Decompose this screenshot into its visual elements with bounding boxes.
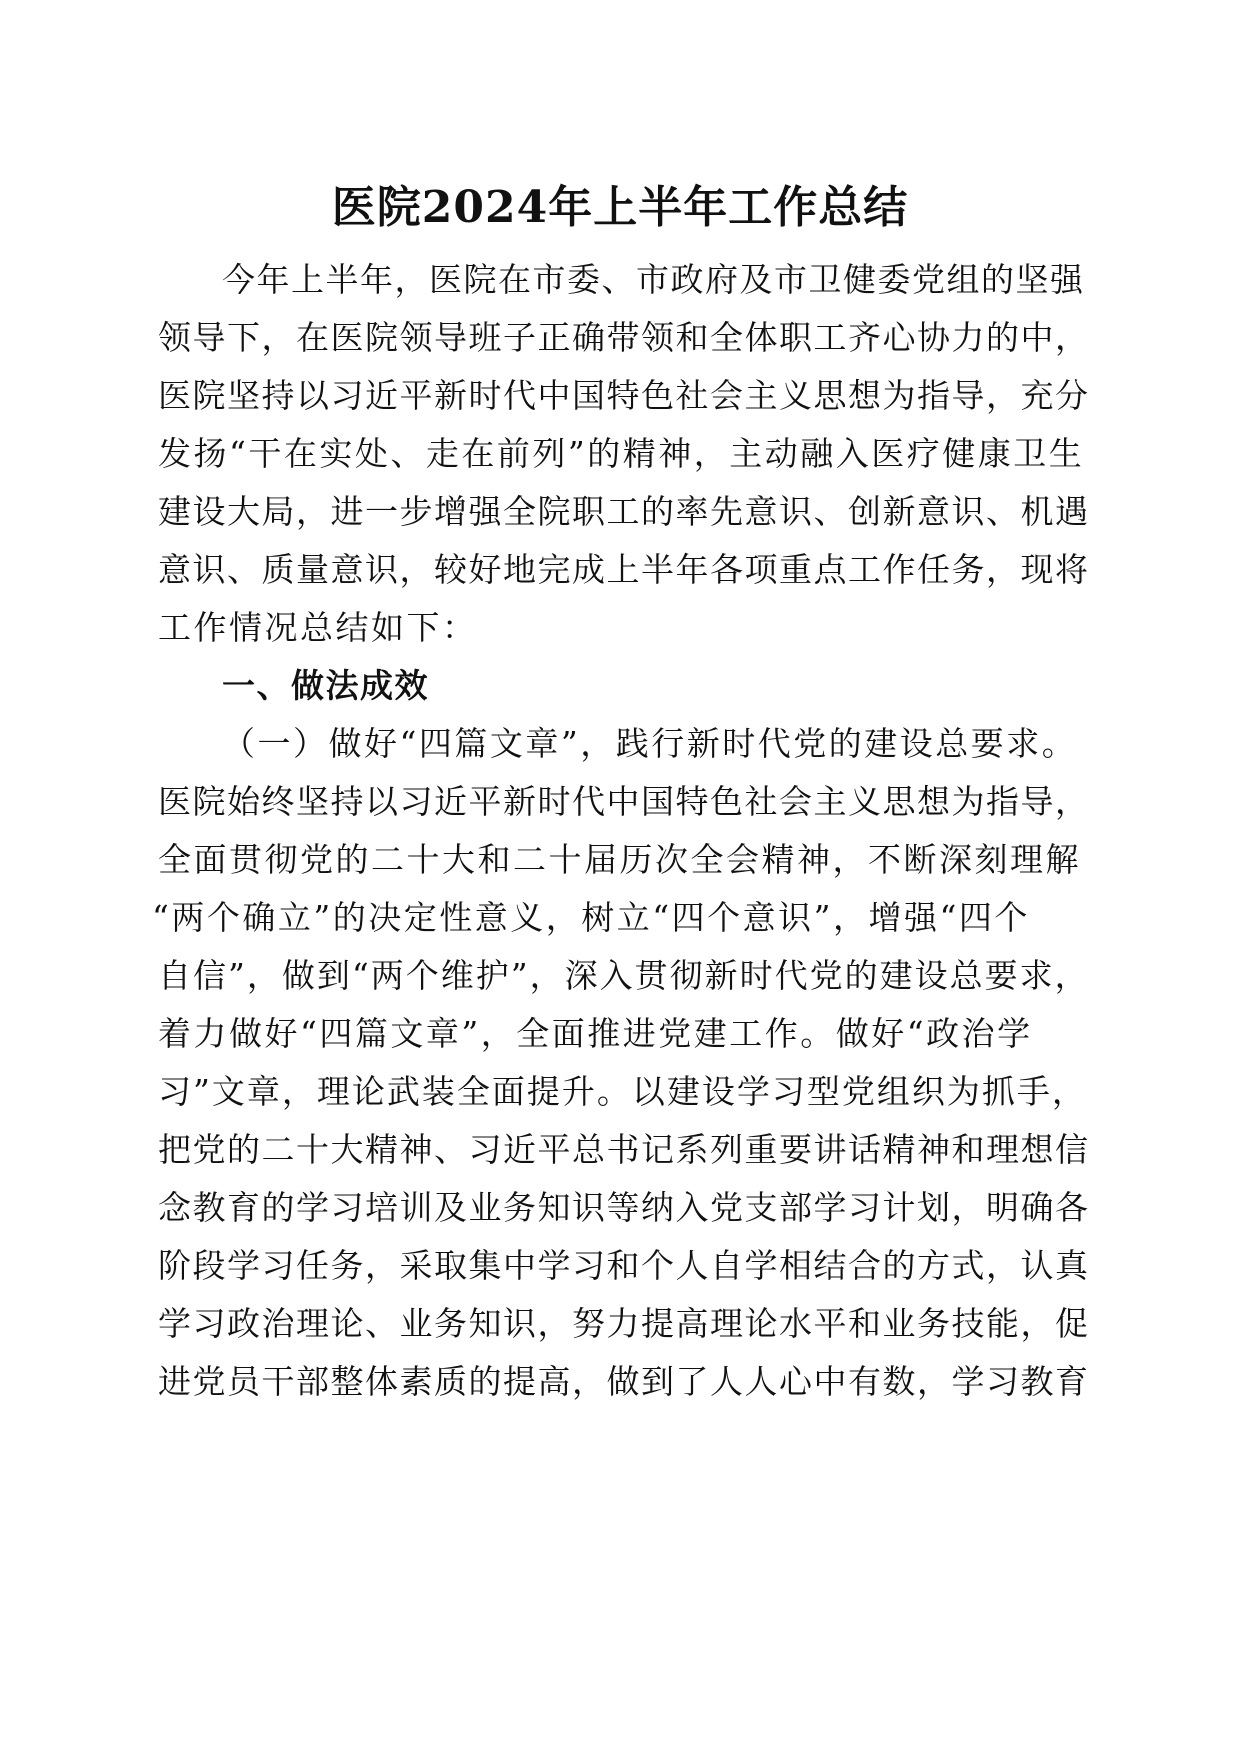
body-line: 自信”，做到“两个维护”，深入贯彻新时代党的建设总要求，	[158, 956, 1090, 995]
body-line: 进党员干部整体素质的提高，做到了人人心中有数，学习教育	[158, 1362, 1090, 1401]
intro-line: 今年上半年，医院在市委、市政府及市卫健委党组的坚强	[222, 260, 1085, 299]
intro-line: 意识、质量意识，较好地完成上半年各项重点工作任务，现将	[158, 550, 1090, 589]
intro-line: 发扬“干在实处、走在前列”的精神，主动融入医疗健康卫生	[158, 434, 1085, 473]
section-heading: 一、做法成效	[222, 666, 429, 705]
intro-line: 工作情况总结如下：	[158, 608, 478, 647]
body-line: 医院始终坚持以习近平新时代中国特色社会主义思想为指导，	[158, 782, 1090, 821]
body-line: （一）做好“四篇文章”，践行新时代党的建设总要求。	[222, 724, 1078, 763]
body-line: 阶段学习任务，采取集中学习和个人自学相结合的方式，认真	[158, 1246, 1090, 1285]
body-line: 全面贯彻党的二十大和二十届历次全会精神，不断深刻理解	[158, 840, 1081, 879]
body-line: 念教育的学习培训及业务知识等纳入党支部学习计划，明确各	[158, 1188, 1090, 1227]
intro-line: 医院坚持以习近平新时代中国特色社会主义思想为指导，充分	[158, 376, 1090, 415]
document-title: 医院2024年上半年工作总结	[331, 182, 909, 233]
body-line: 着力做好“四篇文章”，全面推进党建工作。做好“政治学	[158, 1014, 1033, 1053]
body-line: 学习政治理论、业务知识，努力提高理论水平和业务技能，促	[158, 1304, 1090, 1343]
intro-line: 建设大局，进一步增强全院职工的率先意识、创新意识、机遇	[158, 492, 1090, 531]
body-line: 习”文章，理论武装全面提升。以建设学习型党组织为抓手，	[158, 1072, 1087, 1111]
body-line: 把党的二十大精神、习近平总书记系列重要讲话精神和理想信	[158, 1130, 1090, 1169]
body-line: “两个确立”的决定性意义，树立“四个意识”，增强“四个	[152, 898, 1030, 937]
intro-line: 领导下，在医院领导班子正确带领和全体职工齐心协力的中，	[158, 318, 1090, 357]
